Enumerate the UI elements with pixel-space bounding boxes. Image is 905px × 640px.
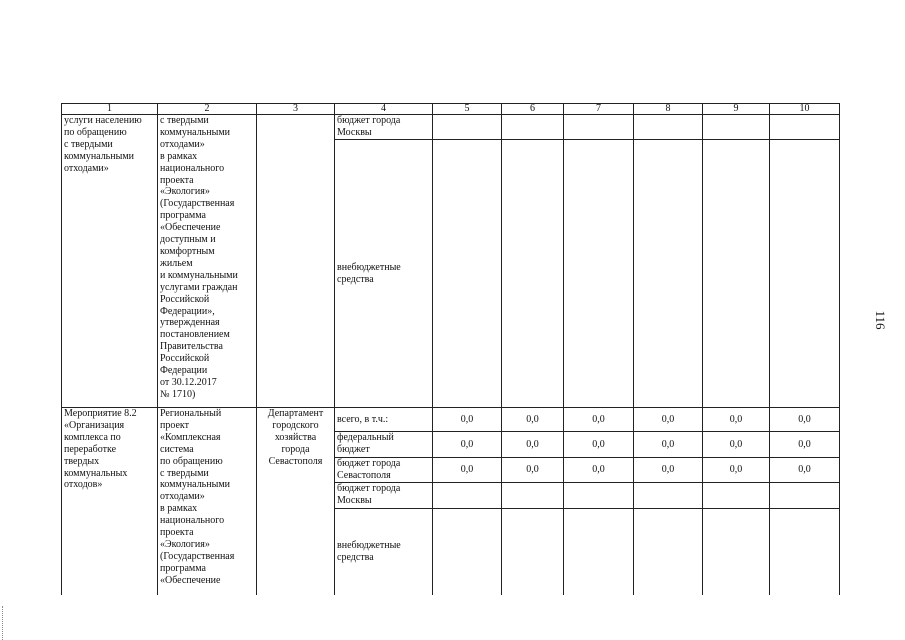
activity-name: Мероприятие 8.2 «Организация комплекса по переработке твердых коммунальных отходов» [62, 408, 158, 596]
value-cell: 0,0 [433, 408, 502, 432]
funding-source: бюджет города Москвы [335, 115, 433, 140]
value-cell: 0,0 [634, 458, 703, 483]
value-cell [502, 140, 564, 408]
funding-source: всего, в т.ч.: [335, 408, 433, 432]
value-cell [433, 508, 502, 595]
funding-table [61, 103, 840, 595]
column-number: 3 [257, 104, 335, 115]
value-cell [502, 482, 564, 508]
value-cell: 0,0 [703, 458, 770, 483]
column-number: 6 [502, 104, 564, 115]
executor [257, 115, 335, 408]
value-cell [634, 482, 703, 508]
value-cell: 0,0 [770, 432, 840, 458]
value-cell [564, 140, 634, 408]
column-number: 5 [433, 104, 502, 115]
column-number: 4 [335, 104, 433, 115]
column-number: 1 [62, 104, 158, 115]
value-cell [634, 115, 703, 140]
project-description: с твердыми коммунальными отходами» в рамках национального проекта «Экология» (Государственная программа «Обеспечение доступным и комфортным жильем и коммунальными услугами граждан Российской Федерации», утвержденная постановлением Правительства Российской Федерации от 30.12.2017 № 1710) [158, 115, 257, 408]
value-cell: 0,0 [634, 432, 703, 458]
project-description: Региональный проект «Комплексная система по обращению с твердыми коммунальными отходами» в рамках национального проекта «Экология» (Государственная программа «Обеспечение [158, 408, 257, 596]
funding-source: внебюджетные средства [335, 140, 433, 408]
value-cell [703, 140, 770, 408]
funding-source: бюджет города Севастополя [335, 458, 433, 483]
column-number-row [62, 104, 840, 115]
value-cell: 0,0 [703, 408, 770, 432]
value-cell [564, 482, 634, 508]
column-number: 7 [564, 104, 634, 115]
value-cell [433, 140, 502, 408]
column-number: 9 [703, 104, 770, 115]
value-cell [502, 115, 564, 140]
value-cell [703, 482, 770, 508]
value-cell [770, 140, 840, 408]
value-cell: 0,0 [502, 408, 564, 432]
value-cell: 0,0 [634, 408, 703, 432]
activity-name: услуги населению по обращению с твердыми коммунальными отходами» [62, 115, 158, 408]
value-cell [502, 508, 564, 595]
value-cell [634, 140, 703, 408]
value-cell [770, 508, 840, 595]
value-cell: 0,0 [502, 432, 564, 458]
table-row [62, 408, 840, 432]
value-cell [703, 508, 770, 595]
value-cell [770, 482, 840, 508]
column-number: 10 [770, 104, 840, 115]
value-cell: 0,0 [564, 408, 634, 432]
funding-source: бюджет города Москвы [335, 482, 433, 508]
value-cell: 0,0 [703, 432, 770, 458]
value-cell [564, 115, 634, 140]
value-cell [703, 115, 770, 140]
value-cell [564, 508, 634, 595]
executor: Департамент городского хозяйства города Севастополя [257, 408, 335, 596]
value-cell: 0,0 [564, 458, 634, 483]
funding-source: федеральный бюджет [335, 432, 433, 458]
value-cell: 0,0 [433, 432, 502, 458]
value-cell: 0,0 [502, 458, 564, 483]
value-cell [433, 482, 502, 508]
value-cell: 0,0 [564, 432, 634, 458]
value-cell: 0,0 [770, 408, 840, 432]
value-cell: 0,0 [770, 458, 840, 483]
value-cell [770, 115, 840, 140]
column-number: 8 [634, 104, 703, 115]
column-number: 2 [158, 104, 257, 115]
scan-margin-mark [2, 606, 5, 640]
value-cell [634, 508, 703, 595]
table-row [62, 115, 840, 140]
value-cell [433, 115, 502, 140]
page-number: 116 [873, 310, 888, 330]
value-cell: 0,0 [433, 458, 502, 483]
funding-source: внебюджетные средства [335, 508, 433, 595]
